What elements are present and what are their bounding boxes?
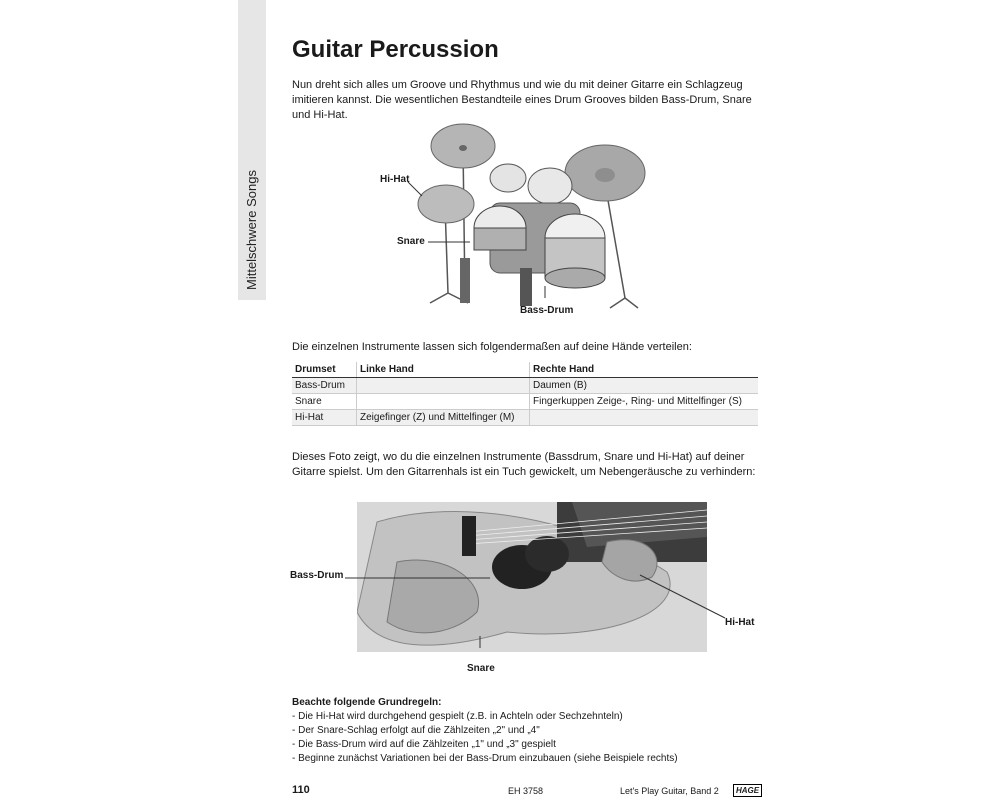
- sidebar-section-label: Mittelschwere Songs: [244, 170, 259, 290]
- page-number: 110: [292, 784, 310, 796]
- list-item: - Die Bass-Drum wird auf die Zählzeiten „1" und „3" gespielt: [292, 738, 762, 752]
- list-item: - Der Snare-Schlag erfolgt auf die Zählzeiten „2" und „4": [292, 724, 762, 738]
- rules-section: [292, 696, 762, 766]
- drum-label-hihat: Hi-Hat: [380, 174, 410, 185]
- table-row: [292, 410, 758, 426]
- table-header-cell: Rechte Hand: [530, 362, 759, 378]
- table-cell: [357, 378, 530, 394]
- publisher-logo: HAGE: [733, 784, 762, 797]
- table-cell: Zeigefinger (Z) und Mittelfinger (M): [357, 410, 530, 426]
- table-intro: Die einzelnen Instrumente lassen sich folgendermaßen auf deine Hände verteilen:: [292, 341, 692, 353]
- table-header-cell: Drumset: [292, 362, 357, 378]
- table-cell: Bass-Drum: [292, 378, 357, 394]
- guitar-label-snare: Snare: [467, 663, 495, 674]
- table-cell: [357, 394, 530, 410]
- page-title: Guitar Percussion: [292, 36, 499, 63]
- rules-heading: Beachte folgende Grundregeln:: [292, 697, 442, 708]
- intro-paragraph: Nun dreht sich alles um Groove und Rhythmus und wie du mit deiner Gitarre ein Schlagzeug imitieren kannst. Die wesentlichen Bestandteile eines Drum Grooves bilden Bass-Drum, Snare und Hi-Hat.: [292, 79, 752, 121]
- edition-code: EH 3758: [508, 786, 544, 796]
- table-header-row: [292, 362, 758, 378]
- table-cell: Hi-Hat: [292, 410, 357, 426]
- book-title: Let's Play Guitar, Band 2: [620, 786, 719, 796]
- guitar-label-bassdrum: Bass-Drum: [290, 570, 344, 581]
- photo-intro: Dieses Foto zeigt, wo du die einzelnen Instrumente (Bassdrum, Snare und Hi-Hat) auf deiner Gitarre spielst. Um den Gitarrenhals ist ein Tuch gewickelt, um Nebengeräusche zu verhindern:: [292, 451, 756, 478]
- guitar-label-hihat: Hi-Hat: [725, 617, 755, 628]
- table-cell: Snare: [292, 394, 357, 410]
- table-row: [292, 394, 758, 410]
- drum-label-bassdrum: Bass-Drum: [520, 305, 574, 316]
- drum-label-snare: Snare: [397, 236, 425, 247]
- list-item: - Die Hi-Hat wird durchgehend gespielt (z.B. in Achteln oder Sechzehnteln): [292, 710, 762, 724]
- table-cell: [530, 410, 759, 426]
- guitar-leader-lines: [340, 560, 760, 670]
- drum-kit-illustration: [370, 118, 670, 318]
- table-cell: Daumen (B): [530, 378, 759, 394]
- list-item: - Beginne zunächst Variationen bei der Bass-Drum einzubauen (siehe Beispiele rechts): [292, 752, 762, 766]
- hand-distribution-table: [292, 362, 758, 426]
- table-row: [292, 378, 758, 394]
- table-cell: Fingerkuppen Zeige-, Ring- und Mittelfinger (S): [530, 394, 759, 410]
- table-header-cell: Linke Hand: [357, 362, 530, 378]
- rules-list: [292, 710, 762, 766]
